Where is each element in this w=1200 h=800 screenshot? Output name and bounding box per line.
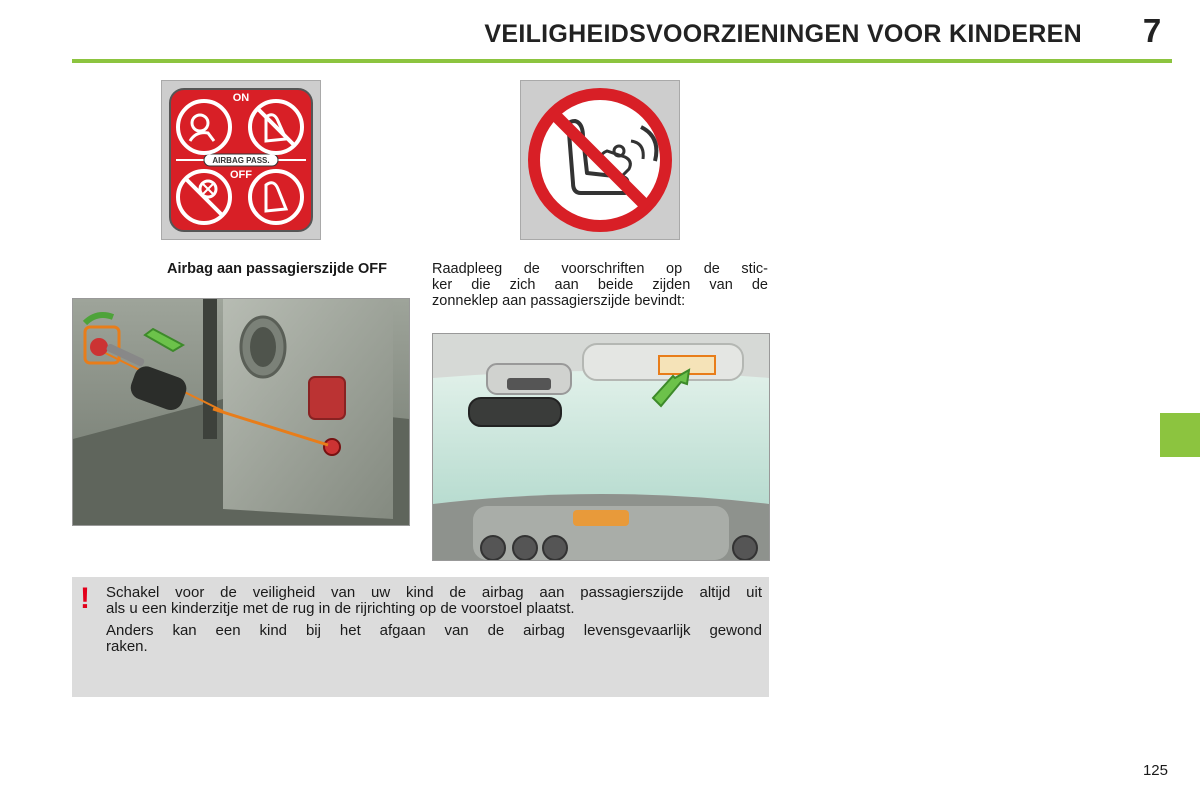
warning-exclamation-icon: ! [80, 582, 90, 615]
on-label: ON [232, 92, 250, 104]
caption-sunvisor-sticker [432, 261, 768, 309]
caption-line: zonneklep aan passagierszijde bevindt: [432, 293, 686, 309]
airbag-pass-label: AIRBAG PASS. [212, 156, 270, 165]
off-label: OFF [230, 169, 252, 181]
page-title: VEILIGHEIDSVOORZIENINGEN VOOR KINDEREN [484, 20, 1082, 48]
caption-airbag-off: Airbag aan passagierszijde OFF [167, 261, 387, 277]
warning-line: raken. [106, 638, 148, 655]
chapter-number: 7 [1142, 12, 1162, 49]
chapter-side-tab [1160, 413, 1200, 457]
no-rear-facing-child-seat-icon [521, 81, 679, 239]
warning-line: als u een kinderzitje met de rug in de rijrichting op de voorstoel plaatst. [106, 600, 575, 617]
windshield-sunvisor-illustration [432, 333, 770, 561]
airbag-pictogram-frame [161, 80, 321, 240]
warning-paragraph-2 [106, 623, 762, 655]
warning-line: Schakel voor de veiligheid van uw kind de airbag aan passagierszijde altijd uit [106, 584, 762, 601]
header-rule [72, 59, 1172, 63]
page-number: 125 [1142, 762, 1168, 779]
caption-line: ker die zich aan beide zijden van de [432, 277, 768, 293]
dashboard-key-switch-illustration [72, 298, 410, 526]
warning-paragraph-1 [106, 585, 762, 617]
caption-line: Raadpleeg de voorschriften op de stic- [432, 261, 768, 277]
warning-line: Anders kan een kind bij het afgaan van de airbag levensgevaarlijk gewond [106, 622, 762, 639]
prohibition-pictogram-frame [520, 80, 680, 240]
airbag-onoff-pictogram [162, 81, 320, 239]
